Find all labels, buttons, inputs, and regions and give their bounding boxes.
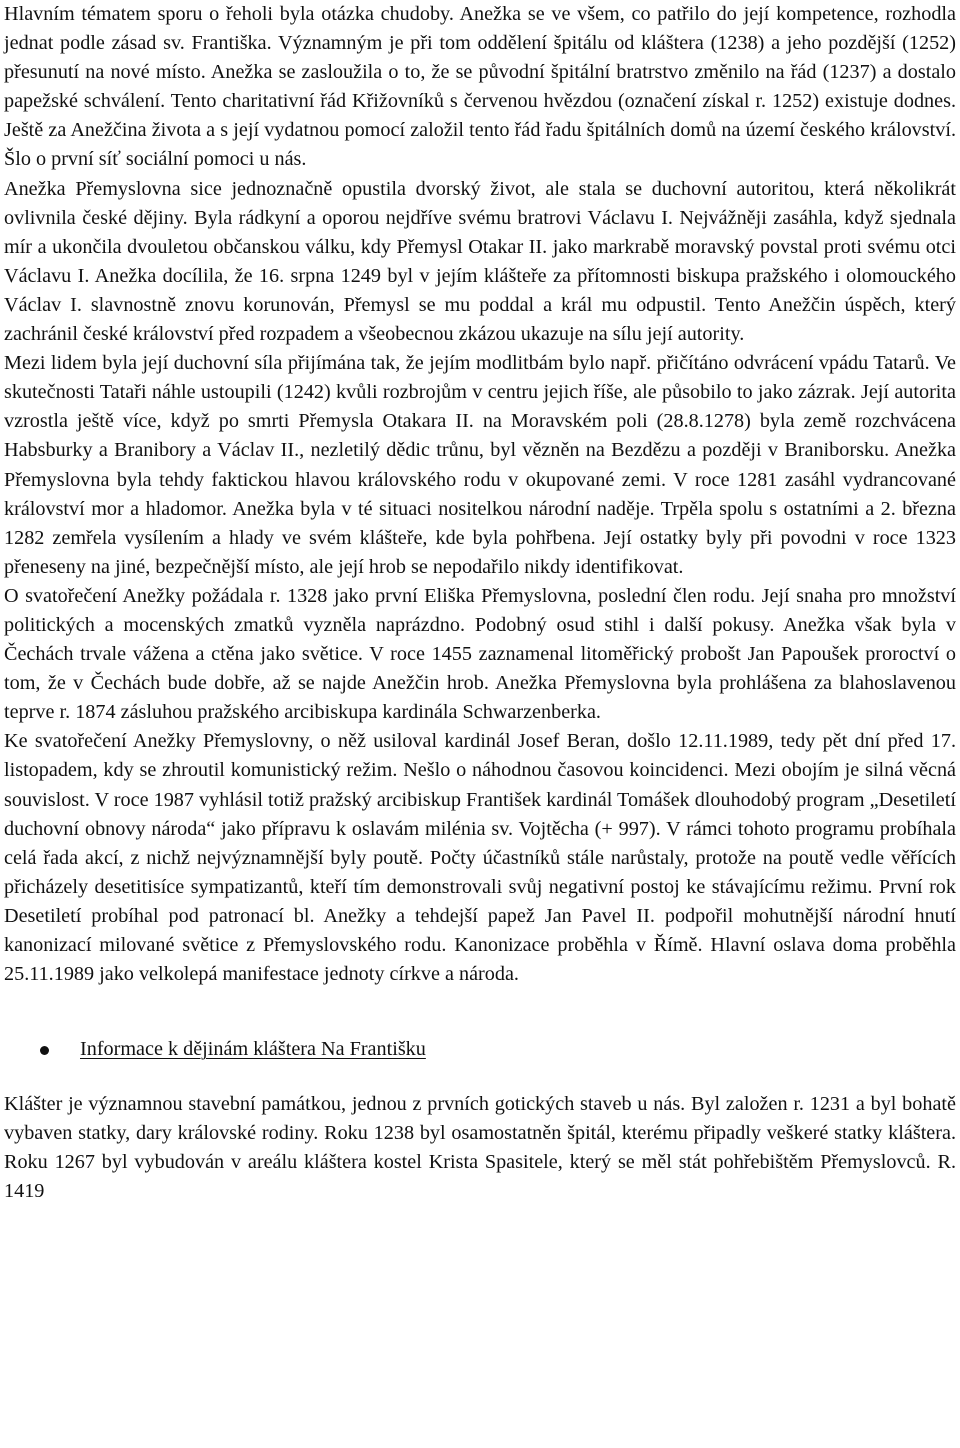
paragraph-autorita: Anežka Přemyslovna sice jednoznačně opustila dvorský život, ale stala se duchovní autoritou, která několikrát ovlivnila české dějiny. Byla rádkyní a oporou nejdříve svému bratrovi Václavu I. Nejvážněji zasáhla, když sjednala mír a ukončila dvouletou občanskou válku, kdy Přemysl Otakar II. jako markrabě moravský povstal proti svému otci Václavu I. Anežka docílila, že 16. srpna 1249 byl v jejím klášteře za přítomnosti biskupa pražského i olomouckého Václav I. slavnostně znovu korunován, Přemysl se mu poddal a král mu odpustil. Tento Anežčin úspěch, který zachránil české království před rozpadem a všeobecnou zkázou ukazuje na sílu její autority. [4,177,956,346]
paragraph-kanonizace: Ke svatořečení Anežky Přemyslovny, o něž usiloval kardinál Josef Beran, došlo 12.11.1989, tedy pět dní před 17. listopadem, kdy se zhroutil komunistický režim. Nešlo o náhodnou časovou koincidenci. Mezi obojím je silná věcná souvislost. V roce 1987 vyhlásil totiž pražský arcibiskup František kardinál Tomášek dlouhodobý program „Desetiletí duchovní obnovy národa“ jako přípravu k oslavám milénia sv. Vojtěcha (+ 997). V rámci tohoto programu probíhala celá řada akcí, z nichž nejvýznamnější byly poutě. Počty účastníků stále narůstaly, protože na poutě vedle věřících přicházely desetitisíce sympatizantů, kteří tím demonstrovali svůj negativní postoj ke stávajícímu režimu. První rok Desetiletí probíhal pod patronací bl. Anežky a tehdejší papež Jan Pavel II. podpořil mohutnější národní hnutí kanonizací milované světice z Přemyslovského rodu. Kanonizace proběhla v Římě. Hlavní oslava doma proběhla 25.11.1989 jako velkolepá manifestace jednoty církve a národa. [4,730,956,986]
spacer [4,1064,956,1090]
paragraph-chudoba: Hlavním tématem sporu o řeholi byla otázka chudoby. Anežka se ve všem, co patřilo do její kompetence, rozhodla jednat podle zásad sv. Františka. Významným je při tom oddělení špitálu od kláštera (1238) a jeho pozdější (1252) přesunutí na nové místo. Anežka se zasloužila o to, že se původní špitální bratrstvo změnilo na řád (1237) a dostalo papežské schválení. Tento charitativní řád Křižovníků s červenou hvězdou (označení získal r. 1252) existuje dodnes. Ještě za Anežčina života a s její vydatnou pomocí založil tento řád řadu špitálních domů na území českého království. Šlo o první síť sociální pomoci u nás. [4,3,956,171]
spacer [4,989,956,1035]
list-item-heading: Informace k dějinám kláštera Na Františku [80,1038,426,1061]
document-page [4,0,956,1207]
paragraph-klaster: Klášter je významnou stavební památkou, jednou z prvních gotických staveb u nás. Byl založen r. 1231 a byl bohatě vybaven statky, dary královské rodiny. Roku 1238 byl osamostatněn špitál, kterému připadly veškeré statky kláštera. Roku 1267 byl vybudován v areálu kláštera kostel Krista Spasitele, který se měl stát pohřebištěm Přemyslovců. R. 1419 [4,1093,956,1203]
bullet-icon [40,1046,49,1055]
list-item [4,1035,956,1064]
paragraph-tatari: Mezi lidem byla její duchovní síla přijímána tak, že jejím modlitbám bylo např. přičítáno odvrácení vpádu Tatarů. Ve skutečnosti Tataři náhle ustoupili (1242) kvůli rozbrojům v centru jejich říše, ale působilo to jako zázrak. Její autorita vzrostla ještě více, když po smrti Přemysla Otakara II. na Moravském poli (28.8.1278) byla země rozchvácena Habsburky a Branibory a Václav II., nezletilý dědic trůnu, byl vězněn na Bezdězu a později v Braniborsku. Anežka Přemyslovna byla tehdy faktickou hlavou královského rodu v okupované zemi. V roce 1281 zasáhl vydrancované království mor a hladomor. Anežka byla v té situaci nositelkou národní naděje. Trpěla spolu s ostatními a 2. března 1282 zemřela vysílením a hlady ve svém klášteře, kde byla pohřbena. Její ostatky byly při povodni v roce 1323 přeneseny na jiné, bezpečnější místo, ale její hrob se nepodařilo nikdy identifikovat. [4,352,956,578]
paragraph-svatoreceni-pokusy: O svatořečení Anežky požádala r. 1328 jako první Eliška Přemyslovna, poslední člen rodu. Její snaha pro množství politických a mocenských zmatků vyzněla naprázdno. Podobný osud stihl i další pokusy. Anežka však byla v Čechách trvale vážena a ctěna jako světice. V roce 1455 zaznamenal litoměřický probošt Jan Papoušek proroctví o tom, že v Čechách bude dobře, až se najde Anežčin hrob. Anežka Přemyslovna byla prohlášena za blahoslavenou teprve r. 1874 zásluhou pražského arcibiskupa kardinála Schwarzenberka. [4,584,956,724]
